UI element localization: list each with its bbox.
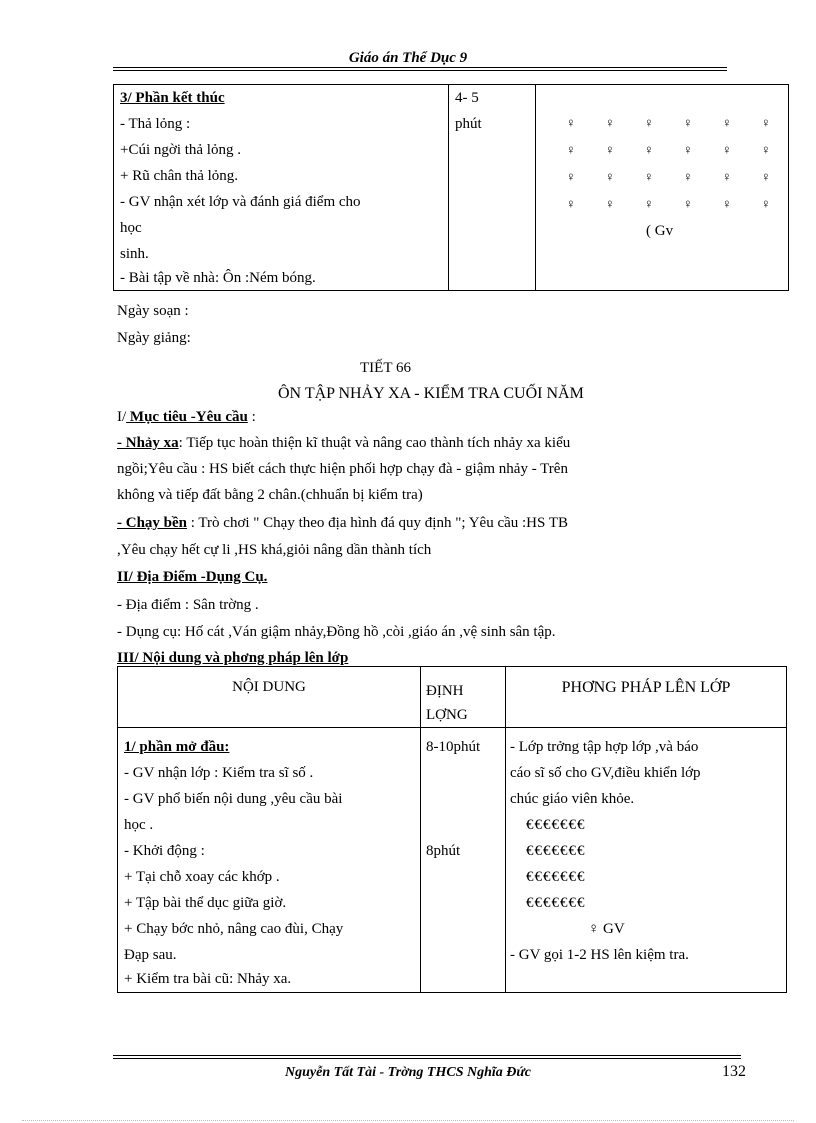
closing-line: học [120, 220, 142, 236]
quantity-value: 8phút [426, 843, 461, 859]
closing-table [113, 84, 789, 291]
content-line: + Kiểm tra bài cũ: Nhảy xa. [124, 971, 292, 987]
student-figure: ♀ [644, 115, 654, 130]
content-table [117, 666, 787, 993]
content-line: - Khởi động : [124, 843, 205, 859]
header-rule [113, 70, 727, 71]
quantity-cell [421, 728, 506, 993]
student-figure: ♀ [761, 169, 771, 184]
page-header-title: Giáo án Thể Dục 9 [348, 50, 468, 66]
student-figure: ♀ [644, 142, 654, 157]
content-line: học . [124, 817, 154, 833]
long-jump-line [117, 434, 570, 452]
content-line: + Chạy bớc nhỏ, nâng cao đùi, Chạy [124, 921, 344, 937]
closing-line: - Thả lỏng : [120, 116, 191, 132]
content-cell [118, 728, 421, 993]
student-figure: ♀ [566, 196, 576, 211]
student-figure: ♀ [761, 196, 771, 211]
student-figure: ♀ [683, 196, 693, 211]
student-figure: ♀ [644, 196, 654, 211]
ngay-soan: Ngày soạn : [117, 303, 189, 319]
student-figure: ♀ [683, 115, 693, 130]
header-quantity [421, 667, 506, 728]
closing-formation-cell [536, 85, 789, 291]
student-figure: ♀ [683, 169, 693, 184]
student-figure: ♀ [722, 196, 732, 211]
formation-row: €€€€€€€ [526, 895, 586, 911]
closing-duration: 4- 5 [455, 90, 479, 106]
student-figure: ♀ [605, 142, 615, 157]
formation-diagram [536, 85, 788, 290]
student-figure: ♀ [761, 142, 771, 157]
gv-marker: ♀ GV [588, 921, 625, 937]
footer-rule [113, 1058, 741, 1059]
formation-row: €€€€€€€ [526, 817, 586, 833]
student-figure: ♀ [761, 115, 771, 130]
ngay-giang: Ngày giảng: [117, 330, 191, 346]
endurance-run-text: : Trò chơi " Chạy theo địa hình đá quy định "; Yêu cầu :HS TB [187, 515, 569, 531]
long-jump-line-3: không và tiếp đất bằng 2 chân.(chhuẩn bị kiểm tra) [117, 487, 423, 503]
equipment-line: - Dụng cụ: Hố cát ,Ván giậm nhảy,Đồng hồ ,còi ,giáo án ,vệ sinh sân tập. [117, 624, 556, 640]
gv-label: ( Gv [646, 223, 674, 239]
endurance-run-line [117, 514, 568, 532]
student-figure: ♀ [722, 115, 732, 130]
method-line: cáo sĩ số cho GV,điều khiển lớp [510, 765, 701, 781]
warmup-heading: 1/ phần mở đầu: [124, 739, 230, 755]
closing-content-cell [114, 85, 449, 291]
header-content-label: NỘI DUNG [232, 679, 306, 695]
closing-duration-unit: phút [455, 116, 482, 132]
header-method [506, 667, 787, 728]
endurance-run-label: - Chạy bền [117, 515, 188, 531]
location-line: - Địa điểm : Sân trờng . [117, 597, 259, 613]
closing-line: - Bài tập về nhà: Ôn :Ném bóng. [120, 270, 316, 286]
formation-row: €€€€€€€ [526, 843, 586, 859]
quantity-value: 8-10phút [426, 739, 481, 755]
closing-line: sinh. [120, 246, 149, 262]
footer-rule [113, 1055, 741, 1056]
method-line: - Lớp trởng tập hợp lớp ,và báo [510, 739, 699, 755]
student-figure: ♀ [566, 115, 576, 130]
objectives-label: Mục tiêu -Yêu cầu [126, 409, 248, 425]
content-line: - GV nhận lớp : Kiểm tra sĩ số . [124, 765, 314, 781]
long-jump-label: - Nhảy xa [117, 435, 179, 451]
closing-line: + Rũ chân thả lỏng. [120, 168, 239, 184]
student-figure: ♀ [605, 196, 615, 211]
student-figure: ♀ [566, 169, 576, 184]
method-line: chúc giáo viên khỏe. [510, 791, 635, 807]
student-figure: ♀ [566, 142, 576, 157]
location-equipment-heading: II/ Địa Điểm -Dụng Cụ. [117, 569, 268, 585]
endurance-run-line-2: ,Yêu chạy hết cự li ,HS khá,giỏi nâng dần thành tích [117, 542, 432, 558]
student-figure: ♀ [722, 142, 732, 157]
lesson-number: TIẾT 66 [360, 360, 411, 376]
student-figure: ♀ [683, 142, 693, 157]
page-edge [22, 1120, 794, 1121]
lesson-title: ÔN TẬP NHẢY XA - KIỂM TRA CUỐI NĂM [278, 385, 584, 402]
formation-row: €€€€€€€ [526, 869, 586, 885]
closing-heading: 3/ Phần kết thúc [120, 90, 225, 106]
method-line: - GV gọi 1-2 HS lên kiệm tra. [510, 947, 689, 963]
student-figure: ♀ [605, 115, 615, 130]
method-cell [506, 728, 787, 993]
long-jump-line-2: ngồi;Yêu cầu : HS biết cách thực hiện phối hợp chạy đà - giậm nhảy - Trên [117, 461, 568, 477]
header-quantity-label: ĐỊNH LỢNG [426, 683, 468, 723]
student-figure: ♀ [722, 169, 732, 184]
closing-line: - GV nhận xét lớp và đánh giá điểm cho [120, 194, 361, 210]
objectives-heading [117, 408, 256, 426]
content-line: + Tập bài thể dục giữa giờ. [124, 895, 287, 911]
header-method-label: PHƠNG PHÁP LÊN LỚP [561, 679, 731, 696]
header-rule [113, 67, 727, 68]
footer-author: Nguyễn Tất Tài - Trờng THCS Nghĩa Đức [285, 1065, 531, 1080]
content-line: + Tại chỗ xoay các khớp . [124, 869, 280, 885]
content-method-heading: III/ Nội dung và phơng pháp lên lớp [117, 650, 349, 666]
objectives-prefix: I/ [117, 409, 127, 425]
page-number: 132 [722, 1063, 746, 1080]
closing-line: +Cúi ngời thả lỏng . [120, 142, 241, 158]
student-figure: ♀ [605, 169, 615, 184]
content-line: - GV phổ biến nội dung ,yêu cầu bài [124, 791, 343, 807]
long-jump-text: : Tiếp tục hoàn thiện kĩ thuật và nâng cao thành tích nhảy xa kiểu [178, 435, 571, 451]
content-line: Đạp sau. [124, 947, 177, 963]
header-content [118, 667, 421, 728]
student-figure: ♀ [644, 169, 654, 184]
objectives-suffix: : [247, 409, 256, 425]
closing-duration-cell [449, 85, 536, 291]
